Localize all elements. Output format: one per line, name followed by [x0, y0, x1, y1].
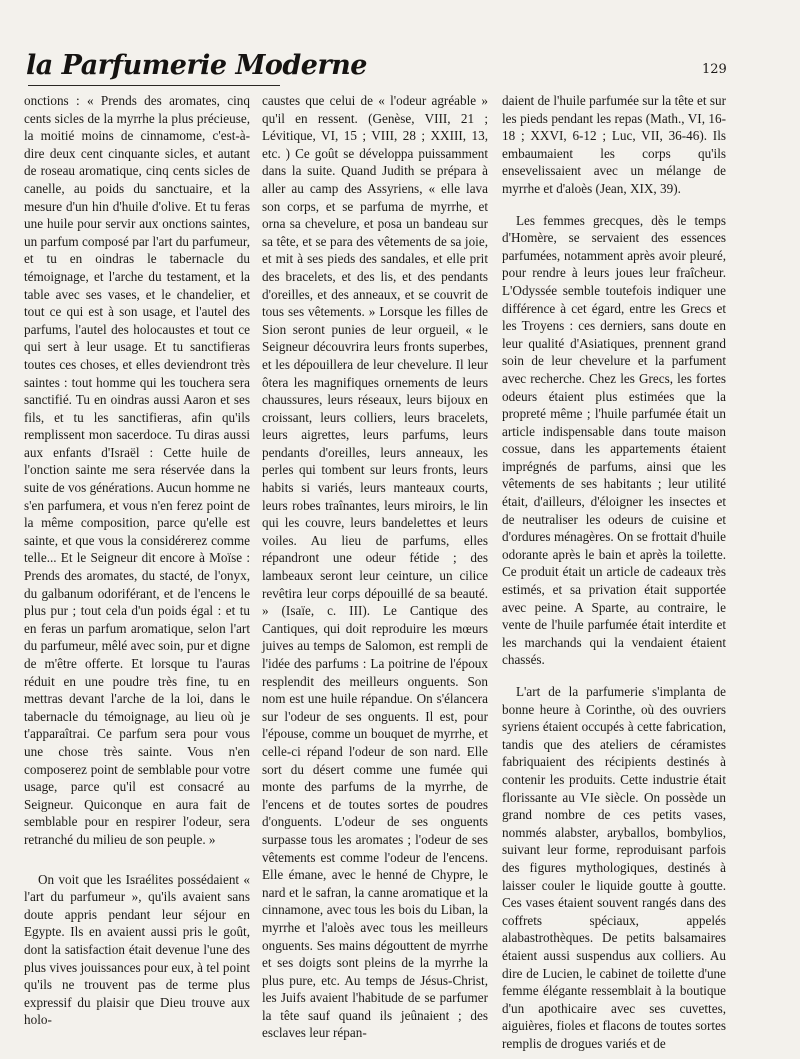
header-rule: [28, 85, 280, 86]
text-column-2: [262, 92, 488, 1042]
text-column-3: [502, 92, 726, 1052]
paragraph: caustes que celui de « l'odeur agréable » qu'il en ressent. (Genèse, VIII, 21 ; Lévitique, VI, 15 ; VIII, 28 ; XXIII, 13, etc. ) Ce goût se développa puissamment dans la suite. Quand Judith se prépara à aller au camp des Assyriens, « elle lava son corps, et se parfuma de myrrhe, et orna sa chevelure, et posa un bandeau sur sa tête, et se para des vêtements de sa joie, et mit à ses pieds des sandales, et elle prit des bracelets, et des lis, et des pendants d'oreilles, et des anneaux, et se couvrit de tous ses vêtements. » Lorsque les filles de Sion seront punies de leur orgueil, « le Seigneur découvrira leurs fronts superbes, et les dépouillera de leur chevelure. Il leur ôtera les magnifiques ornements de leurs chaussures, leurs réseaux, leurs bijoux en croissant, leurs colliers, leurs bracelets, leurs aigrettes, leurs parfums, leurs pendants d'oreilles, leurs anneaux, les perles qui tombent sur leurs fronts, leurs habits si variés, leurs manteaux courts, leurs robes traînantes, leurs miroirs, le lin qui les couvre, leurs bandelettes et leurs voiles. Au lieu de parfums, elles répandront une odeur fétide ; des lambeaux seront leur ceinture, un cilice revêtira leur corps dépouillé de sa beauté. » (Isaïe, c. III). Le Cantique des Cantiques, qui doit reproduire les mœurs juives au temps de Salomon, est rempli de l'idée des parfums : La poitrine de l'époux resplendit des meilleurs onguents. Son nom est une huile répandue. On s'élancera sur l'odeur de ses onguents. Il est, pour l'épouse, comme un bouquet de myrrhe, et celle-ci répand l'odeur de son nard. Elle sort du désert comme une fumée qui monte des parfums de la myrrhe, de l'encens et de toutes sortes de poudres d'onguents. L'odeur de ses onguents surpasse tous les aromates ; l'odeur de ses vêtements est comme l'odeur de l'encens. Elle émane, avec le henné de Chypre, le nard et le safran, la canne aromatique et la cinnamone, avec tous les bois du Liban, la myrrhe et l'aloès avec tous les meilleurs onguents. Ses mains dégouttent de myrrhe et ses doigts sont pleins de la myrrhe la plus pure, etc. Au temps de Jésus-Christ, les Juifs avaient l'habitude de se parfumer la tête sauf quand ils jeûnaient ; des esclaves leur répan-: [262, 93, 488, 1041]
masthead-logo: la Parfumerie Moderne: [26, 50, 367, 81]
paragraph: onctions : « Prends des aromates, cinq cents sicles de la myrrhe la plus précieuse, la moitié moins de cinnamome, c'est-à-dire deux cent cinquante sicles, et autant de roseau aromatique, cinq cents sicles de canelle, au poids du sanctuaire, et la mesure d'un hin d'huile d'olive. Et tu feras une huile pour servir aux onctions saintes, un parfum composé par l'art du parfumeur, et tu en oindras le tabernacle du témoignage, et l'arche du testament, et la table avec ses vases, et le chandelier, et tout ce qui est à son usage, et l'autel des parfums, l'autel des holocaustes et tout ce qui sert à leur usage. Et tu sanctifieras toutes ces choses, et elles deviendront très saintes : tout homme qui les touchera sera sanctifié. Tu en oindras aussi Aaron et ses fils, et tu les sanctifieras, afin qu'ils remplissent mon sacerdoce. Tu diras aussi aux enfants d'Israël : Cette huile de l'onction sainte me sera réservée dans la suite de vos générations. Aucun homme ne s'en parfumera, et vous n'en ferez point de la même composition, parce qu'elle est sainte, et que vous la considérerez comme telle... Et le Seigneur dit encore à Moïse : Prends des aromates, du stacté, de l'onyx, du galbanum odoriférant, et de l'encens le plus pur ; tout cela d'un poids égal : et tu en feras un parfum aromatique, selon l'art du parfumeur, mêlé avec soin, pur et digne de m'être offerte. Et lorsque tu l'auras réduit en une poudre très fine, tu en mettras devant l'arche de la loi, dans le tabernacle du témoignage, au lieu où je t'apparaîtrai. Ce parfum sera pour vous une chose très sainte. Vous n'en composerez point de semblable pour votre usage, parce qu'il est consacré au Seigneur. Quiconque en aura fait de semblable pour en respirer l'odeur, sera retranché du milieu de son peuple. »: [24, 93, 250, 847]
paragraph: L'art de la parfumerie s'implanta de bonne heure à Corinthe, où des ouvriers syriens étaient occupés à cette fabrication, tandis que des ateliers de céramistes fabriquaient des récipients destinés à contenir les produits. Cette industrie était florissante au VIe siècle. On possède un grand nombre de ces petits vases, nommés alabster, aryballos, bombylios, suivant leur forme, reproduisant parfois des figures mythologiques, destinés à laisser couler le liquide goutte à goutte. Ces vases étaient souvent rangés dans des coffrets spéciaux, appelés alabastrothèques. De petits balsamaires étaient aussi suspendus aux colliers. Au dire de Lucien, le cabinet de toilette d'une femme élégante ressemblait à la boutique d'un apothicaire avec ses cuvettes, aiguières, fioles et flacons de toutes sortes remplis de drogues variés et de: [502, 684, 726, 1051]
paragraph: On voit que les Israélites possédaient « l'art du parfumeur », qu'ils avaient sans doute appris pendant leur séjour en Egypte. Ils en avaient aussi pris le goût, dont la satisfaction était devenue l'une des plus vives jouissances pour eux, à tel point qu'ils ne trouvent pas de terme plus expressif du plaisir que Dieu trouve aux holo-: [24, 871, 250, 1028]
paragraph: daient de l'huile parfumée sur la tête et sur les pieds pendant les repas (Math., VI, 16-18 ; XXVI, 6-12 ; Luc, VII, 36-46). Ils embaumaient les corps qu'ils ensevelissaient avec un mélange de myrrhe et d'aloès (Jean, XIX, 39).: [502, 93, 726, 196]
text-column-1: [24, 92, 250, 1029]
paragraph: Les femmes grecques, dès le temps d'Homère, se servaient des essences parfumées, notamment après avoir pleuré, pour rendre à leurs joues leur fraîcheur. L'Odyssée semble toutefois indiquer une différence à cet égard, entre les Grecs et les Troyens : ces derniers, sans doute en leur qualité d'Asiatiques, prennent grand soin de leur chevelure et la parfument avec recherche. Chez les Grecs, les fortes odeurs étaient plus estimées que la propreté même ; l'huile parfumée était un article indispensable dans toute maison cossue, dans les appartements étaient imprégnés de parfums, ainsi que les vêtements de ses habitants ; leur utilité était, d'ailleurs, d'éloigner les insectes et de neutraliser les odeurs de cuisine et d'ordures ménagères. On se frottait d'huile odorante après le bain et après la toilette. Ce produit était un article de cadeaux très estimés, et sa privation était supportée avec peine. A Sparte, au contraire, le vente de l'huile parfumée était interdite et les marchands qui la vendaient étaient chassés.: [502, 212, 726, 668]
page-number: 129: [702, 62, 727, 77]
